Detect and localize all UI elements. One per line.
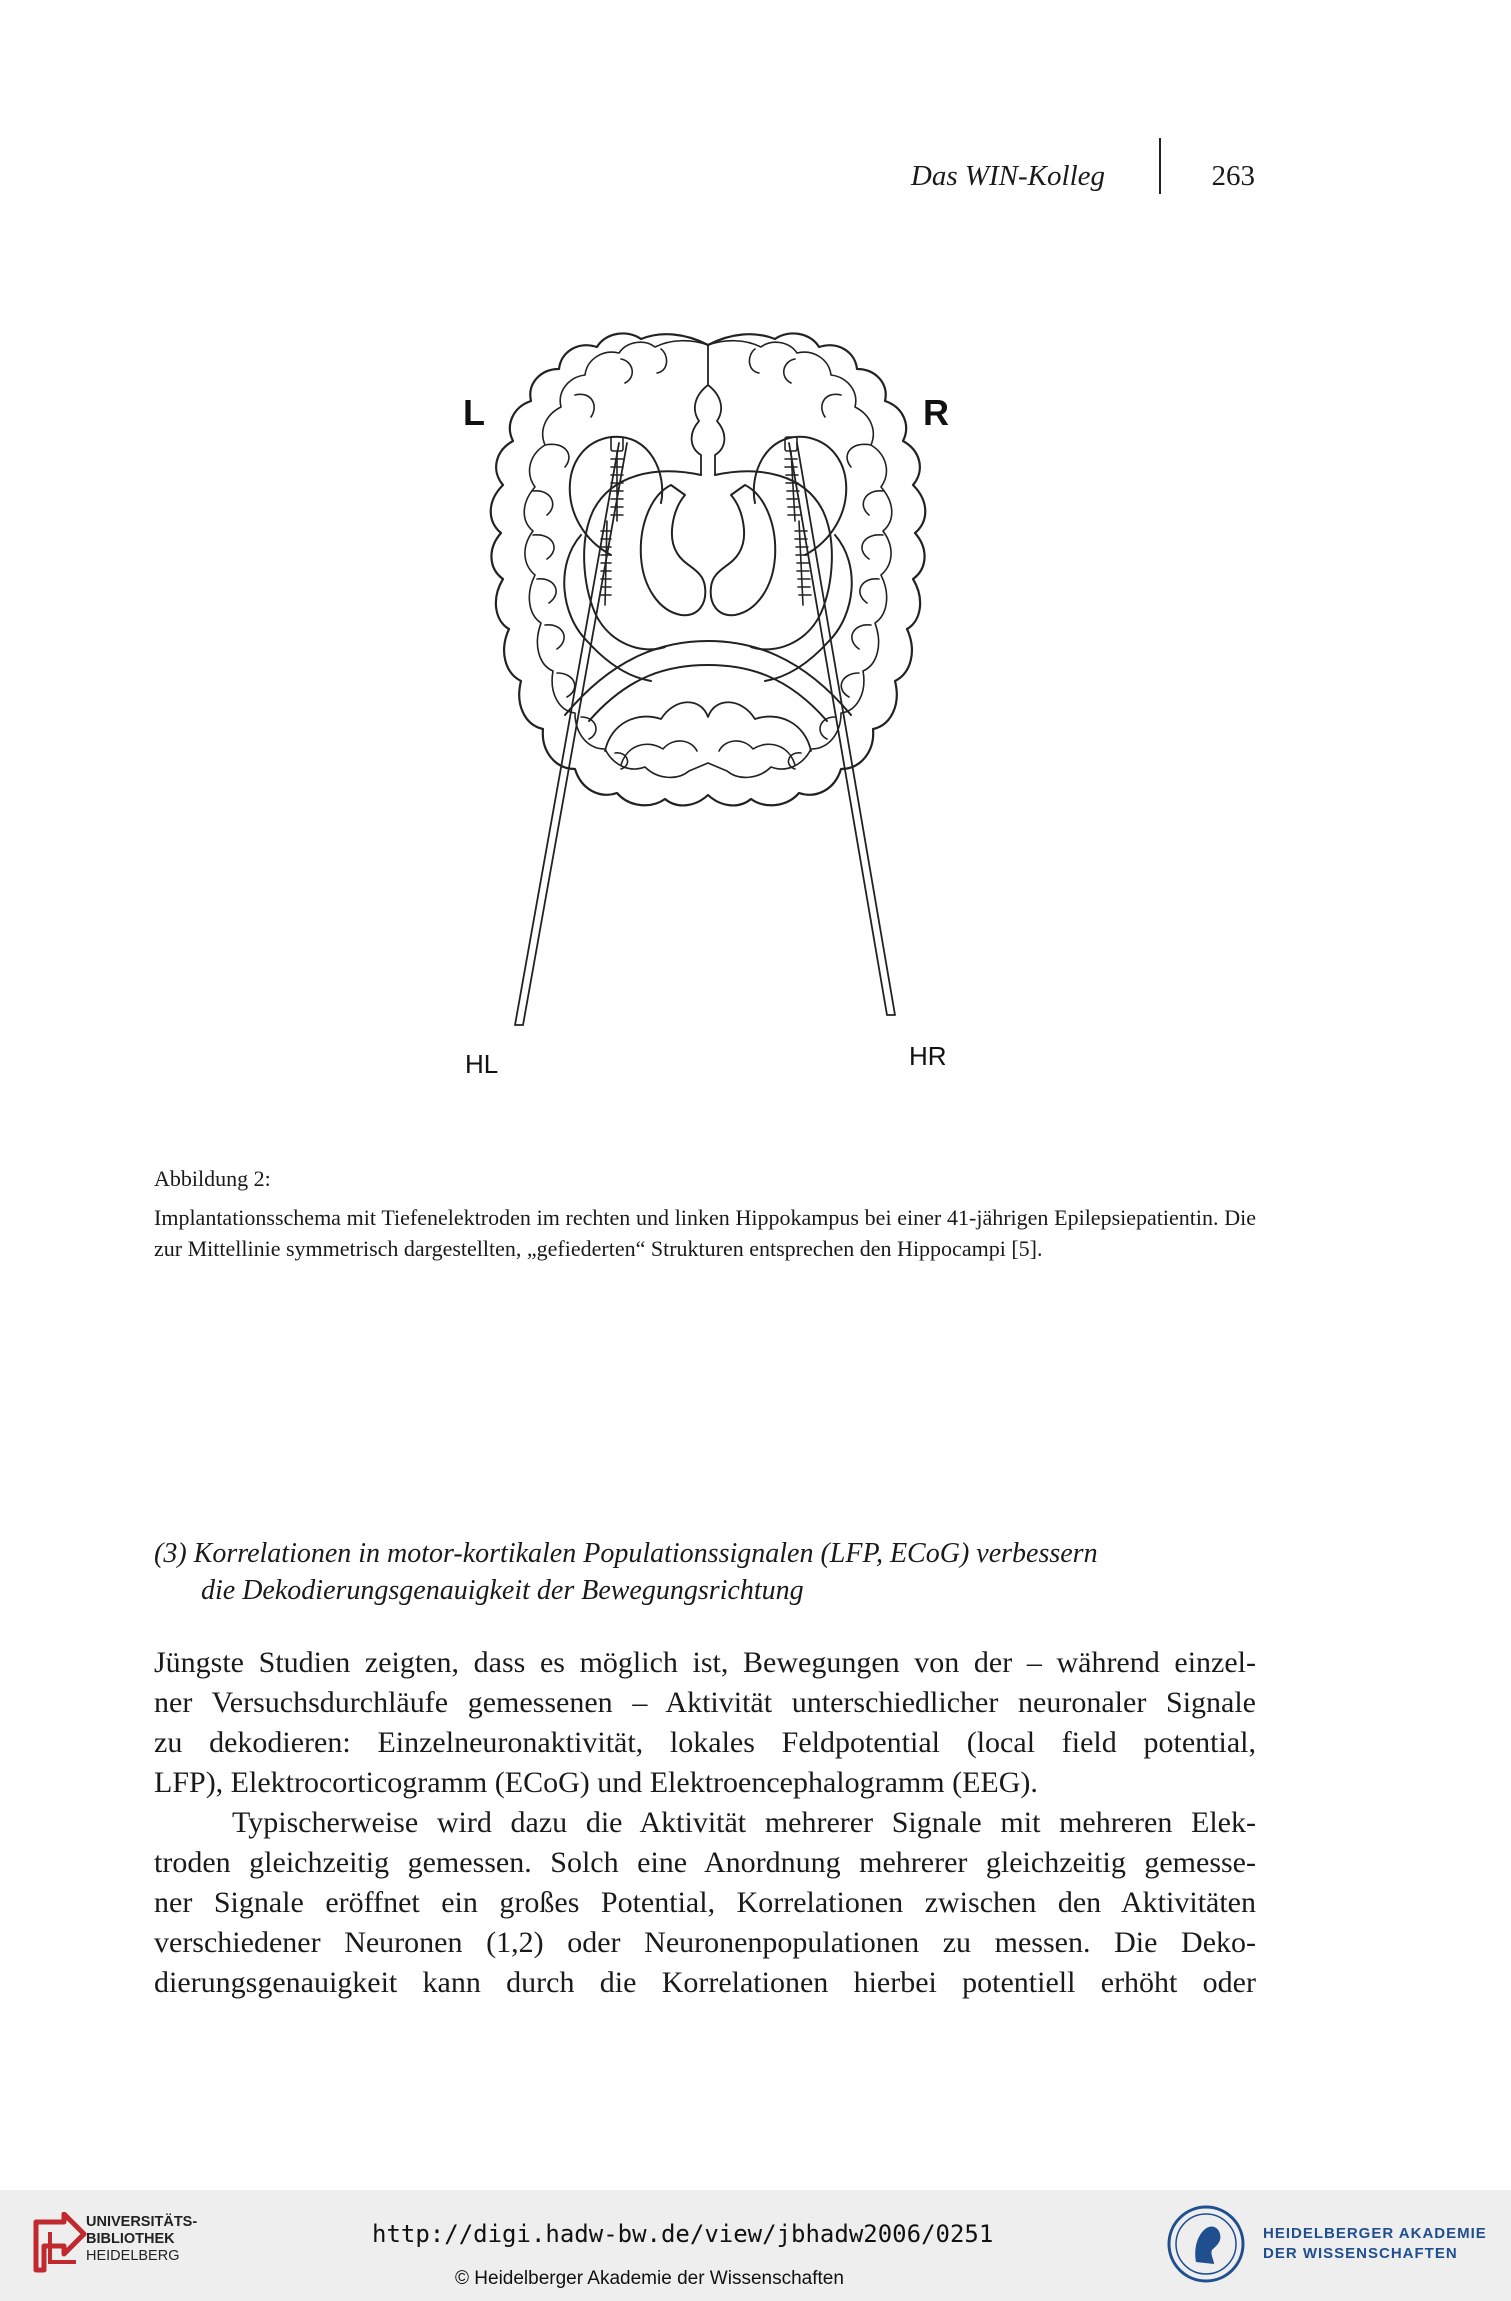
digital-copy-url-link[interactable]: http://digi.hadw-bw.de/view/jbhadw2006/0251 [372,2220,994,2248]
electrode-right [789,443,895,1015]
body-line: Jüngste Studien zeigten, dass es möglich ist, Bewegungen von der – während einzel- [154,1646,1256,1679]
section-heading-line: (3) Korrelationen in motor-kortikalen Populationssignalen (LFP, ECoG) verbessern [154,1538,1098,1569]
section-heading-line: die Dekodierungsgenauigkeit der Bewegungsrichtung [201,1575,804,1606]
digitization-footer [0,2190,1511,2301]
library-name-line: HEIDELBERG [86,2248,180,2264]
library-name-line: BIBLIOTHEK [86,2231,175,2247]
copyright-notice: © Heidelberger Akademie der Wissenschaften [455,2268,844,2289]
electrode-label-right: HR [909,1041,947,1071]
body-line: verschiedener Neuronen (1,2) oder Neuronenpopulationen zu messen. Die Deko- [154,1926,1256,1959]
figure-caption-label: Abbildung 2: [154,1166,271,1191]
hemisphere-label-left: L [463,392,485,433]
body-line: dierungsgenauigkeit kann durch die Korrelationen hierbei potentiell erhöht oder [154,1966,1256,1999]
body-line: ner Versuchsdurchläufe gemessenen – Aktivität unterschiedlicher neuronaler Signale [154,1686,1256,1719]
brain-midline [692,345,725,475]
university-library-name [86,2214,197,2265]
library-name-line: UNIVERSITÄTS- [86,2214,198,2230]
running-title: Das WIN-Kolleg [910,160,1105,192]
figure-caption-text: Implantationsschema mit Tiefenelektroden im rechten und linken Hippokampus bei einer 41-jährigen Epilepsiepatientin. Die zur Mittellinie symmetrisch dargestellten, „gefiederten“ Strukturen entsprechen den Hippocampi [5]. [154,1205,1256,1261]
academy-seal-icon [1166,2204,1246,2284]
hemisphere-label-right: R [923,392,949,433]
brain-implantation-figure [415,325,1010,1100]
academy-name-line: HEIDELBERGER AKADEMIE [1263,2225,1487,2242]
academy-name-line: DER WISSENSCHAFTEN [1263,2245,1458,2262]
brain-outer-outline [491,333,926,805]
body-line: Typischerweise wird dazu die Aktivität mehrerer Signale mit mehreren Elek- [232,1806,1256,1839]
body-line: zu dekodieren: Einzelneuronaktivität, lokales Feldpotential (local field potential, [154,1726,1256,1759]
body-line: ner Signale eröffnet ein großes Potential, Korrelationen zwischen den Aktivitäten [154,1886,1256,1919]
brain-diagram [415,325,1010,1100]
section-heading [154,1535,1256,1609]
hippocampus-right [785,437,811,605]
body-text [154,1643,1256,2003]
header-rule [1159,138,1161,194]
academy-name [1263,2224,1487,2264]
electrode-label-left: HL [465,1049,499,1079]
body-line: troden gleichzeitig gemessen. Solch eine Anordnung mehrerer gleichzeitig gemesse- [154,1846,1256,1879]
page-number: 263 [1211,160,1255,192]
body-line: LFP), Elektrocorticogramm (ECoG) und Elektroencephalogramm (EEG). [154,1766,1038,1799]
university-library-logo-icon [28,2212,88,2278]
